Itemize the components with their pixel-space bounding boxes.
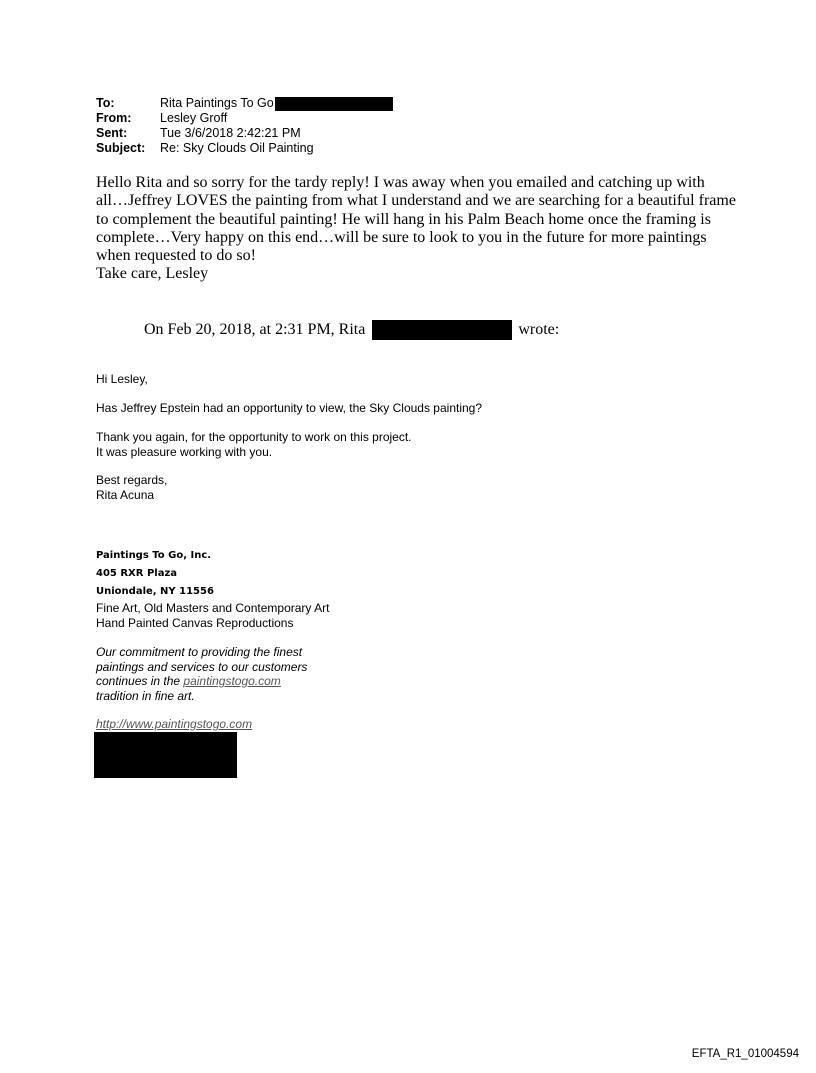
commitment-link[interactable]: paintingstogo.com <box>183 674 281 688</box>
commitment-line <box>96 674 307 689</box>
commitment-line: Our commitment to providing the finest <box>96 645 303 659</box>
to-value <box>160 96 393 111</box>
reply-body <box>96 174 736 284</box>
quoted-name: Rita Acuna <box>96 487 155 502</box>
from-label: From: <box>96 111 132 125</box>
website-line <box>96 717 252 732</box>
quoted-greeting: Hi Lesley, <box>96 372 148 386</box>
sent-label: Sent: <box>96 126 128 140</box>
redaction-box <box>275 97 393 111</box>
email-header <box>96 96 393 156</box>
from-row <box>96 111 393 126</box>
reply-text: Hello Rita and so sorry for the tardy reply! I was away when you emailed and catching up with all…Jeffrey LOVES the painting from what I understand and we are searching for a beautiful frame to complement the beautiful painting! He will hang in his Palm Beach home once the framing is complete…Very happy on this end…will be sure to look to you in the future for more paintings when requested to do so! <box>96 174 736 265</box>
sent-value: Tue 3/6/2018 2:42:21 PM <box>160 126 301 140</box>
subject-label: Subject: <box>96 141 146 155</box>
signature-company: Paintings To Go, Inc. <box>96 550 212 561</box>
quoted-closing-line: Best regards, <box>96 473 168 487</box>
from-value: Lesley Groff <box>160 111 228 125</box>
signature-line: Hand Painted Canvas Reproductions <box>96 615 294 630</box>
subject-value: Re: Sky Clouds Oil Painting <box>160 141 314 155</box>
commitment-line: tradition in fine art. <box>96 688 195 703</box>
to-row <box>96 96 393 111</box>
website-link[interactable]: http://www.paintingstogo.com <box>96 717 253 731</box>
sent-row <box>96 126 393 141</box>
signature-tagline <box>96 601 329 630</box>
signature-address-2: Uniondale, NY 11556 <box>96 586 214 597</box>
commitment-line: paintings and services to our customers <box>96 659 308 674</box>
subject-row <box>96 141 393 156</box>
quoted-closing <box>96 473 167 502</box>
signature-line: Fine Art, Old Masters and Contemporary Art <box>96 601 330 615</box>
quoted-thanks-line: It was pleasure working with you. <box>96 444 273 459</box>
document-id: EFTA_R1_01004594 <box>691 1048 799 1060</box>
signature-address-1: 405 RXR Plaza <box>96 568 178 579</box>
quoted-question: Has Jeffrey Epstein had an opportunity to view, the Sky Clouds painting? <box>96 401 483 415</box>
quoted-thanks-line: Thank you again, for the opportunity to work on this project. <box>96 430 412 444</box>
redaction-box <box>372 320 512 340</box>
quoted-intro-suffix: wrote: <box>518 321 560 338</box>
quoted-intro-prefix: On Feb 20, 2018, at 2:31 PM, Rita <box>144 321 366 338</box>
commitment-prefix: continues in the <box>96 674 181 688</box>
reply-signoff: Take care, Lesley <box>96 265 209 283</box>
quoted-thanks <box>96 430 412 459</box>
signature-commitment <box>96 645 307 703</box>
to-label: To: <box>96 96 115 110</box>
redaction-box <box>94 732 237 778</box>
quoted-intro <box>144 320 559 340</box>
to-name: Rita Paintings To Go <box>160 96 274 110</box>
